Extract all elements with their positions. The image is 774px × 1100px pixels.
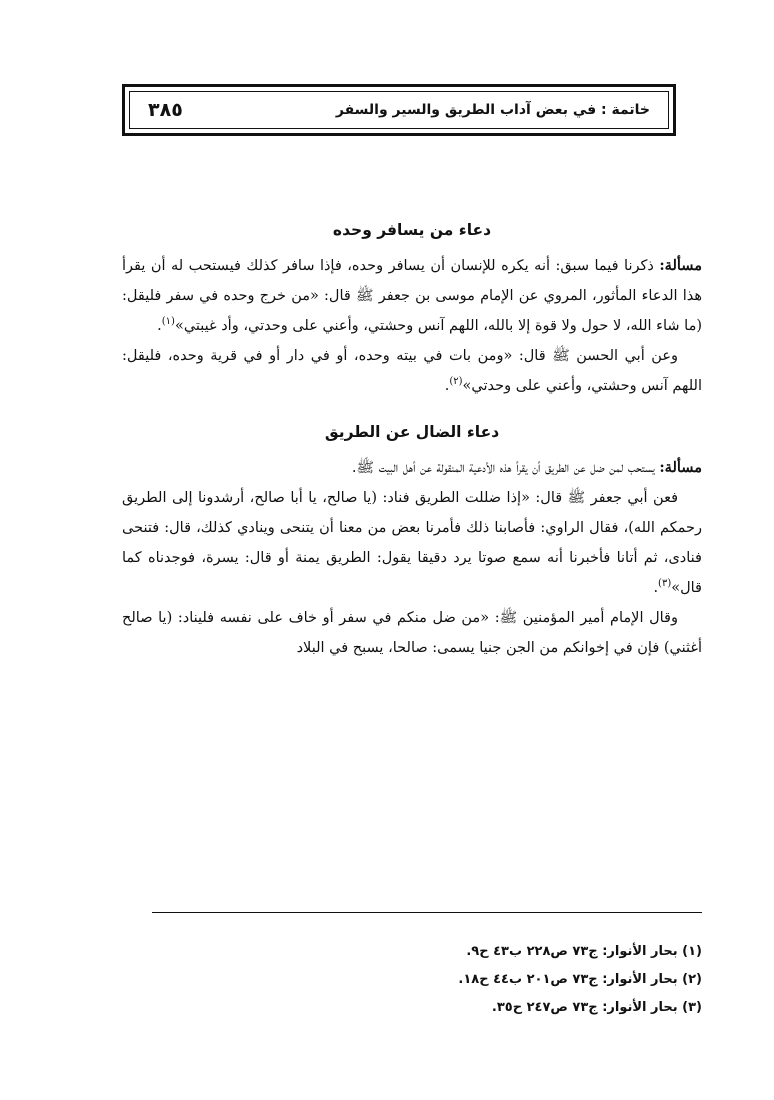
paragraph-end: . bbox=[653, 580, 659, 596]
footnote-ref: (١) bbox=[161, 316, 175, 328]
paragraph bbox=[122, 483, 702, 603]
paragraph-text: وعن أبي الحسن ﷺ قال: «ومن بات في بيته وحده، أو في دار أو في قرية وحده، فليقل: اللهم آنس وحشتي، وأعني على وحدتي» bbox=[122, 348, 702, 394]
footnote: (٣) بحار الأنوار: ج٧٣ ص٢٤٧ ح٣٥. bbox=[491, 1000, 702, 1015]
paragraph bbox=[122, 251, 702, 341]
running-header bbox=[122, 84, 676, 136]
footnote-ref: (٢) bbox=[449, 376, 463, 388]
issue-label: مسألة: bbox=[659, 257, 702, 274]
running-head-title: خاتمة : في بعض آداب الطريق والسير والسفر bbox=[335, 102, 650, 118]
footnotes bbox=[122, 938, 702, 1022]
paragraph bbox=[122, 453, 702, 483]
paragraph bbox=[122, 603, 702, 663]
paragraph-text: وقال الإمام أمير المؤمنين ﷺ: «من ضل منكم في سفر أو خاف على نفسه فليناد: (يا صالح أغثني) فإن في إخوانكم من الجن جنيا يسمى: صالحا، يسبح في البلاد bbox=[122, 610, 702, 656]
page-number: ٣٨٥ bbox=[148, 99, 183, 121]
paragraph-text: ذكرنا فيما سبق: أنه يكره للإنسان أن يسافر وحده، فإذا سافر كذلك فيستحب له أن يقرأ هذا الدعاء المأثور، المروي عن الإمام موسى بن جعفر ﷺ قال: «من خرج وحده في سفر فليقل: (ما شاء الله، لا حول ولا قوة إلا بالله، اللهم آنس وحشتي، وأعني على وحدتي، وأد غيبتي» bbox=[122, 258, 702, 334]
issue-label: مسألة: bbox=[659, 459, 702, 476]
footnote: (١) بحار الأنوار: ج٧٣ ص٢٢٨ ب٤٣ ح٩. bbox=[466, 944, 702, 959]
paragraph-end: . bbox=[157, 318, 162, 334]
main-text bbox=[122, 215, 702, 663]
footnote-divider bbox=[152, 912, 702, 913]
running-header-inner bbox=[129, 91, 669, 129]
paragraph-end: . bbox=[444, 378, 450, 394]
footnote: (٢) بحار الأنوار: ج٧٣ ص٢٠١ ب٤٤ ح١٨. bbox=[458, 972, 702, 987]
paragraph bbox=[122, 341, 702, 401]
paragraph-text: فعن أبي جعفر ﷺ قال: «إذا ضللت الطريق فناد: (يا صالح، يا أبا صالح، أرشدونا إلى الطريق رحمكم الله)، فقال الراوي: فأصابنا ذلك فأمرنا بعض من معنا أن يتنحى وينادي كذلك، قال: فتنحى فنادى، ثم أتانا فأخبرنا أنه سمع صوتا يرد دقيقا يقول: الطريق يمنة أو قال: يسرة، فوجدناه كما قال» bbox=[122, 490, 702, 596]
footnote-ref: (٣) bbox=[658, 578, 672, 590]
section-title-solo-traveler-prayer: دعاء من يسافر وحده bbox=[332, 221, 492, 239]
paragraph-text: يستحب لمن ضل عن الطريق أن يقرأ هذه الأدعية المنقولة عن أهل البيت ﷺ. bbox=[351, 460, 660, 476]
section-title-lost-traveler-prayer: دعاء الضال عن الطريق bbox=[324, 423, 500, 441]
